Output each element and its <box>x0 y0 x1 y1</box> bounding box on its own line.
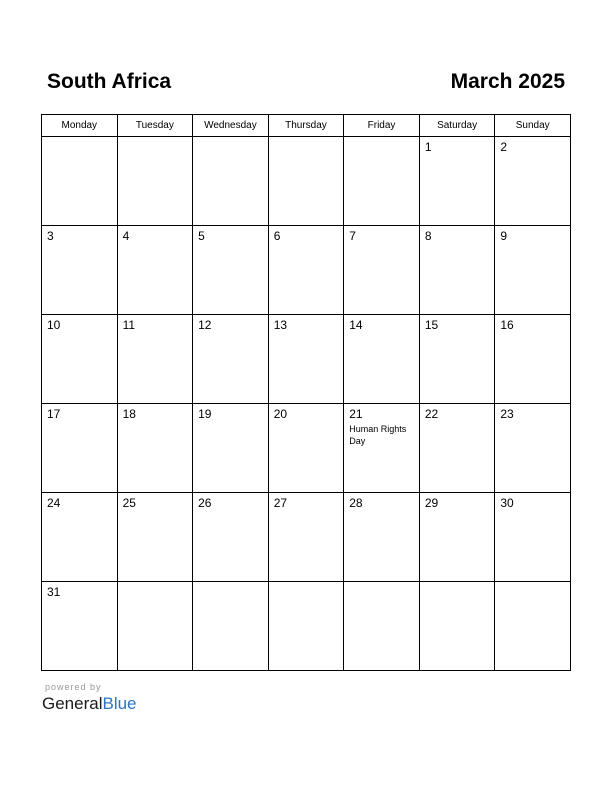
day-number: 1 <box>424 140 432 154</box>
weekday-sunday: Sunday <box>495 115 571 137</box>
empty-day-cell <box>344 137 420 226</box>
day-number: 7 <box>349 229 356 243</box>
day-cell <box>268 404 344 493</box>
day-number <box>269 582 344 585</box>
day-number: 12 <box>198 318 212 332</box>
day-cell <box>42 493 118 582</box>
day-number <box>344 582 419 585</box>
day-cell <box>42 582 118 671</box>
weekday-wednesday: Wednesday <box>193 115 269 137</box>
day-cell <box>117 315 193 404</box>
day-number <box>193 137 268 140</box>
day-number: 22 <box>424 407 439 421</box>
calendar-grid <box>41 114 571 671</box>
weekday-header-row <box>42 115 571 137</box>
page-header <box>41 70 571 100</box>
day-cell <box>117 404 193 493</box>
week-row <box>42 404 571 493</box>
day-cell <box>42 404 118 493</box>
day-cell <box>42 315 118 404</box>
day-cell <box>495 493 571 582</box>
day-cell <box>117 226 193 315</box>
day-number <box>420 582 495 585</box>
empty-day-cell <box>193 582 269 671</box>
day-number: 27 <box>273 496 288 510</box>
week-row <box>42 315 571 404</box>
empty-day-cell <box>268 582 344 671</box>
empty-day-cell <box>42 137 118 226</box>
day-number <box>193 582 268 585</box>
generalblue-logo[interactable] <box>42 694 137 714</box>
day-cell <box>344 226 420 315</box>
day-number <box>495 582 570 585</box>
day-number: 25 <box>122 496 136 510</box>
day-cell <box>419 226 495 315</box>
empty-day-cell <box>117 137 193 226</box>
day-number: 28 <box>349 496 363 510</box>
day-cell <box>419 137 495 226</box>
day-number: 10 <box>47 318 61 332</box>
week-row <box>42 226 571 315</box>
brand-general: General <box>42 694 103 713</box>
day-number: 24 <box>47 496 61 510</box>
brand-blue: Blue <box>102 694 137 713</box>
day-number: 14 <box>349 318 363 332</box>
day-cell <box>495 137 571 226</box>
day-cell <box>193 226 269 315</box>
day-cell <box>268 226 344 315</box>
day-number <box>118 582 193 585</box>
day-number: 30 <box>500 496 514 510</box>
day-number: 31 <box>47 585 61 599</box>
day-cell <box>117 493 193 582</box>
day-cell <box>495 315 571 404</box>
day-number: 13 <box>273 318 288 332</box>
weekday-saturday: Saturday <box>419 115 495 137</box>
day-cell <box>495 226 571 315</box>
day-number: 6 <box>273 229 281 243</box>
day-cell <box>419 404 495 493</box>
day-cell <box>344 493 420 582</box>
day-number: 8 <box>424 229 432 243</box>
weekday-tuesday: Tuesday <box>117 115 193 137</box>
day-cell <box>268 493 344 582</box>
day-number: 21 <box>349 407 363 421</box>
day-cell <box>495 404 571 493</box>
day-number: 16 <box>500 318 514 332</box>
day-number: 2 <box>500 140 508 154</box>
day-number: 9 <box>500 229 508 243</box>
weekday-friday: Friday <box>344 115 420 137</box>
day-cell <box>193 315 269 404</box>
day-number: 3 <box>47 229 54 243</box>
day-number: 4 <box>122 229 130 243</box>
empty-day-cell <box>495 582 571 671</box>
day-number: 11 <box>122 318 136 332</box>
day-cell <box>419 315 495 404</box>
week-row <box>42 493 571 582</box>
day-cell <box>419 493 495 582</box>
day-cell <box>344 315 420 404</box>
country-title: South Africa <box>47 70 172 93</box>
day-number: 23 <box>500 407 514 421</box>
month-title: March 2025 <box>450 70 565 93</box>
day-cell <box>344 404 420 493</box>
weekday-monday: Monday <box>42 115 118 137</box>
day-number: 20 <box>273 407 288 421</box>
day-cell <box>42 226 118 315</box>
day-cell <box>193 493 269 582</box>
day-number <box>344 137 419 140</box>
day-number: 18 <box>122 407 136 421</box>
day-number <box>118 137 193 140</box>
holiday-label: Human Rights Day <box>349 424 407 446</box>
day-cell <box>268 315 344 404</box>
week-row <box>42 582 571 671</box>
empty-day-cell <box>117 582 193 671</box>
footer-branding <box>42 682 137 714</box>
day-number: 17 <box>47 407 61 421</box>
empty-day-cell <box>344 582 420 671</box>
empty-day-cell <box>268 137 344 226</box>
week-row <box>42 137 571 226</box>
empty-day-cell <box>419 582 495 671</box>
day-number: 5 <box>198 229 205 243</box>
day-number <box>269 137 344 140</box>
empty-day-cell <box>193 137 269 226</box>
day-cell <box>193 404 269 493</box>
weekday-thursday: Thursday <box>268 115 344 137</box>
day-number <box>42 137 117 140</box>
day-number: 15 <box>424 318 439 332</box>
day-number: 19 <box>198 407 212 421</box>
day-number: 29 <box>424 496 439 510</box>
day-number: 26 <box>198 496 212 510</box>
powered-by-text: powered by <box>45 682 102 692</box>
